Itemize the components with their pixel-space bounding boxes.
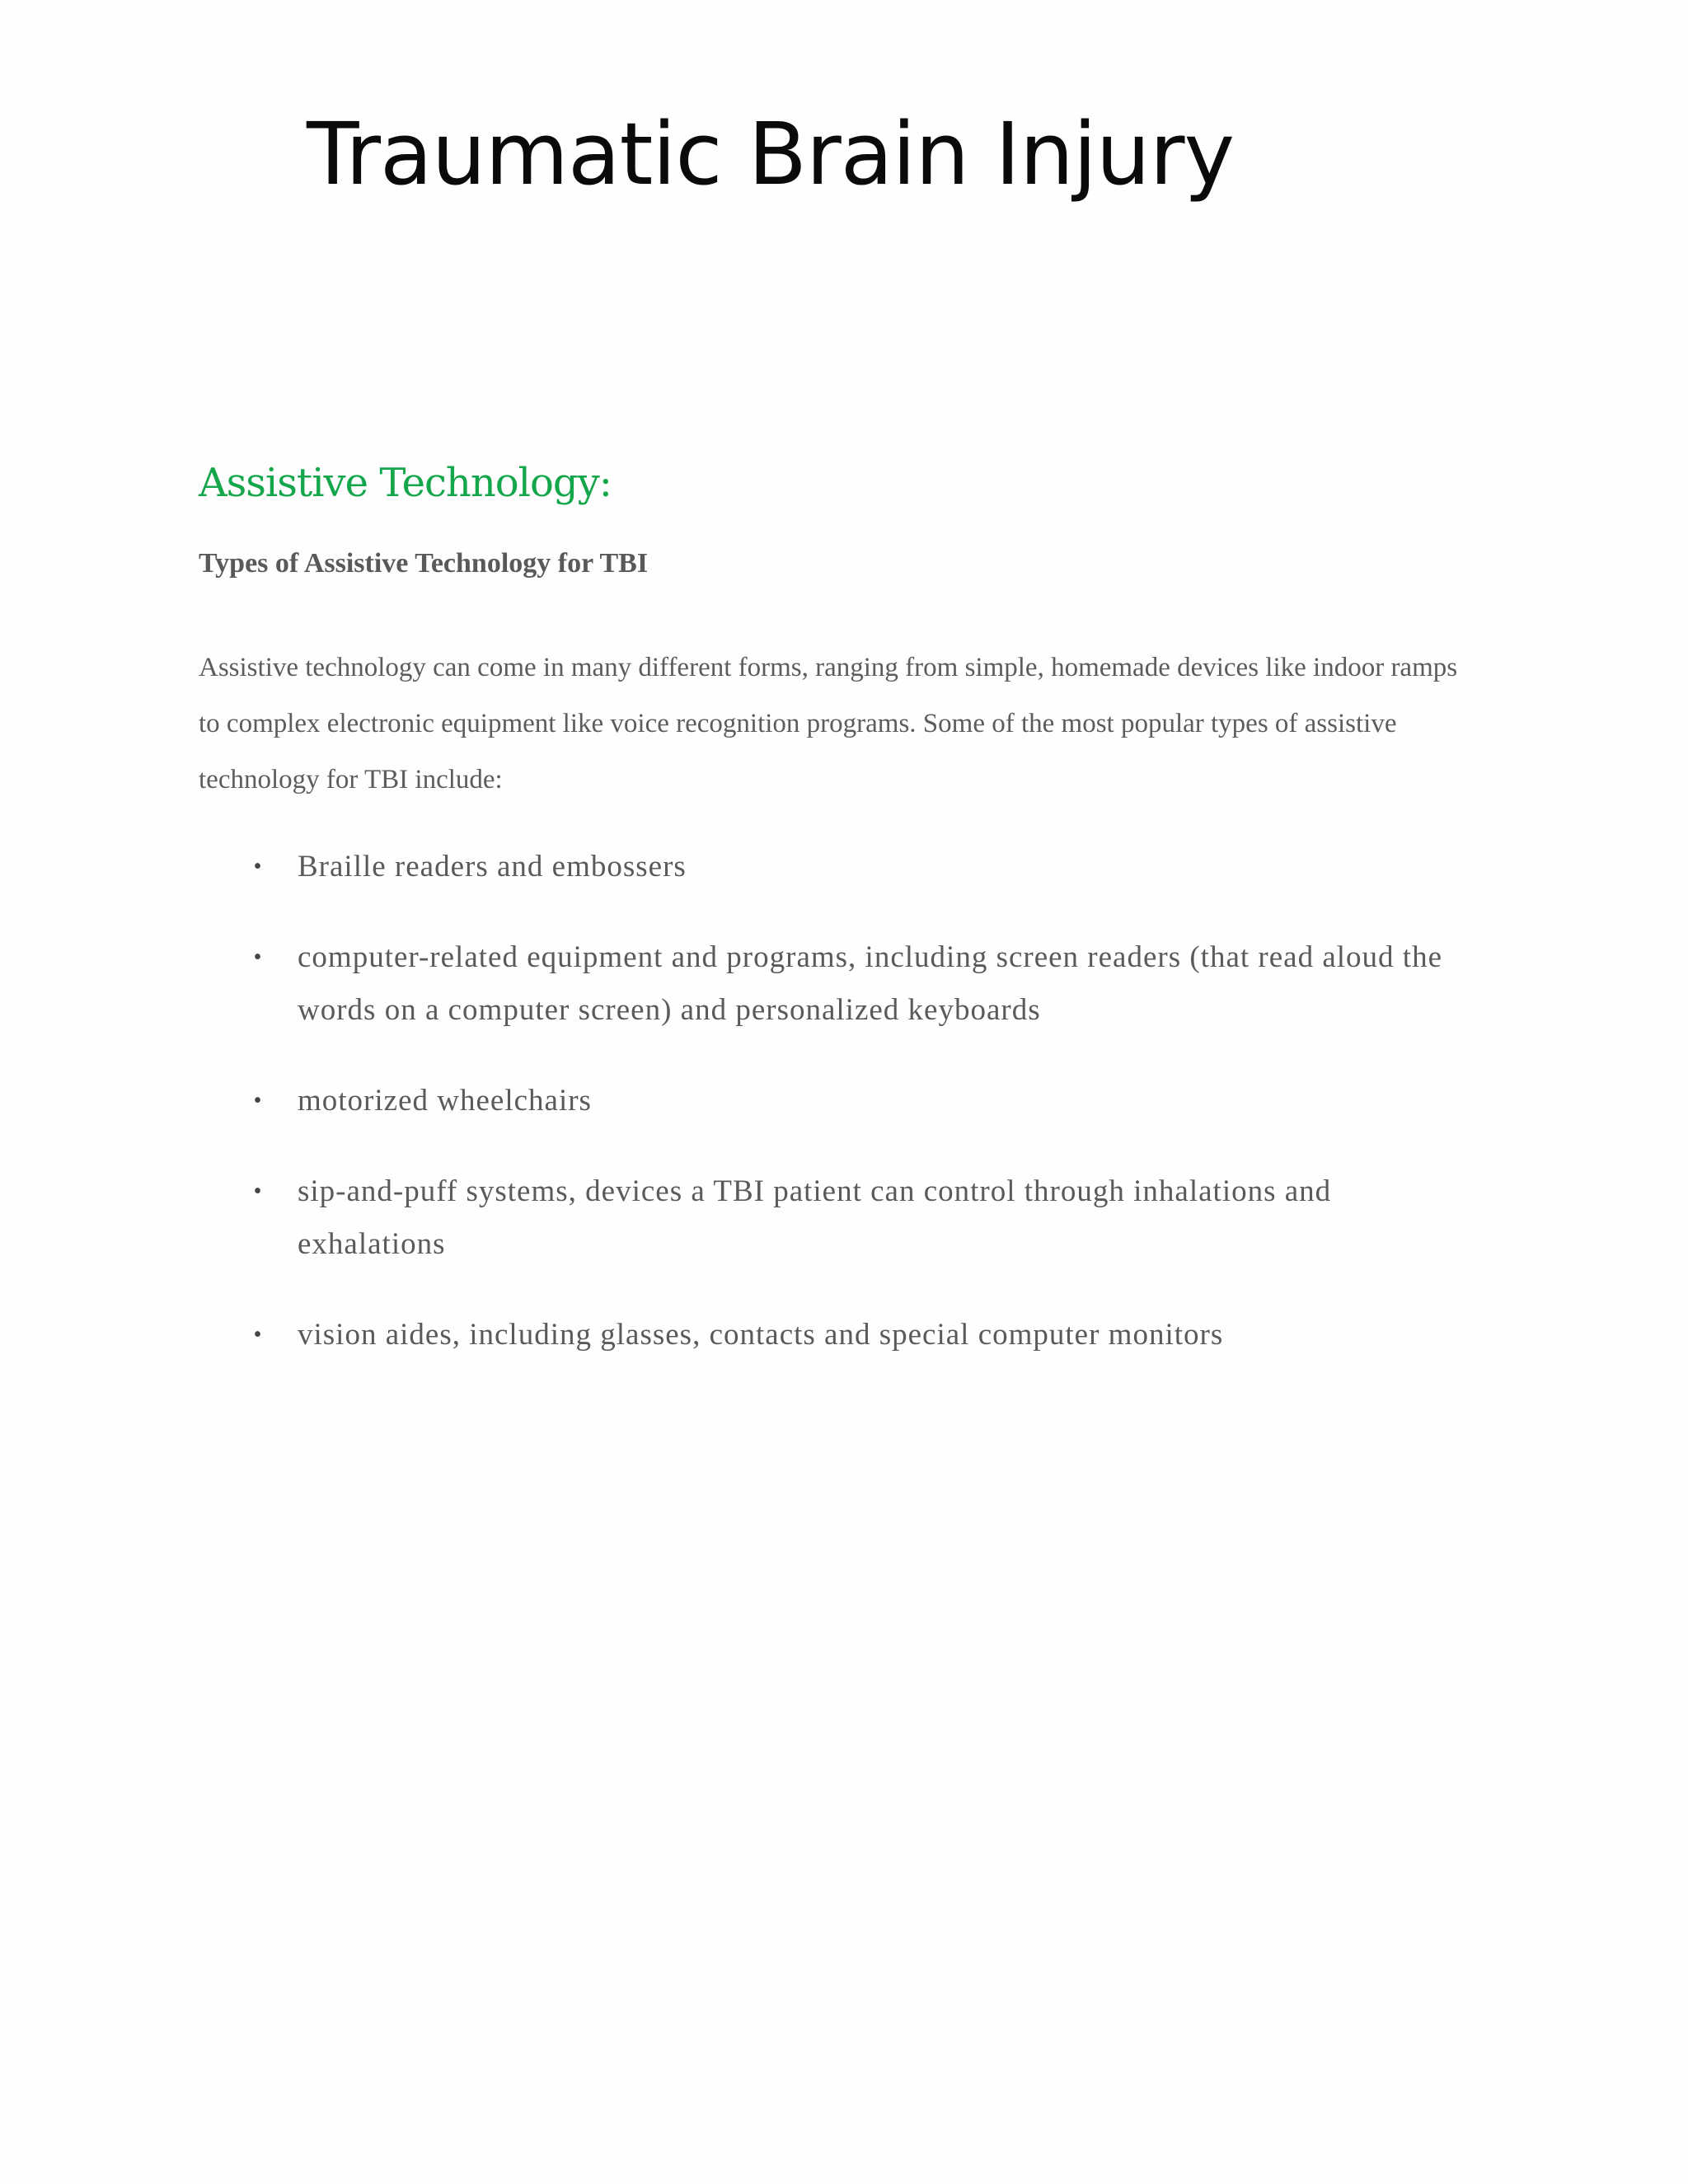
section-heading: Assistive Technology: (199, 460, 612, 506)
document-title: Traumatic Brain Injury (307, 104, 1234, 204)
intro-paragraph: Assistive technology can come in many different forms, ranging from simple, homemade devices like indoor ramps to complex electronic equipment like voice recognition programs. Some of the most popular types of assistive technology for TBI include: (199, 653, 1458, 794)
list-item (199, 931, 1468, 1037)
list-item (199, 1075, 1468, 1127)
assistive-tech-list (199, 841, 1468, 1399)
bullet-icon: • (253, 854, 263, 879)
bullet-icon: • (253, 944, 263, 970)
list-item-text: vision aides, including glasses, contacts and special computer monitors (298, 1318, 1224, 1352)
list-item-text: motorized wheelchairs (298, 1084, 592, 1118)
bullet-icon: • (253, 1322, 263, 1347)
list-item-text: Braille readers and embossers (298, 850, 687, 883)
bullet-icon: • (253, 1179, 263, 1204)
list-item (199, 841, 1468, 893)
list-item-text: sip-and-puff systems, devices a TBI patient can control through inhalations and exhalations (298, 1174, 1332, 1261)
list-item (199, 1165, 1468, 1271)
bullet-icon: • (253, 1088, 263, 1113)
list-item-text: computer-related equipment and programs, including screen readers (that read aloud the words on a computer screen) and personalized keyboards (298, 940, 1442, 1027)
sub-heading: Types of Assistive Technology for TBI (199, 548, 649, 579)
list-item (199, 1309, 1468, 1361)
